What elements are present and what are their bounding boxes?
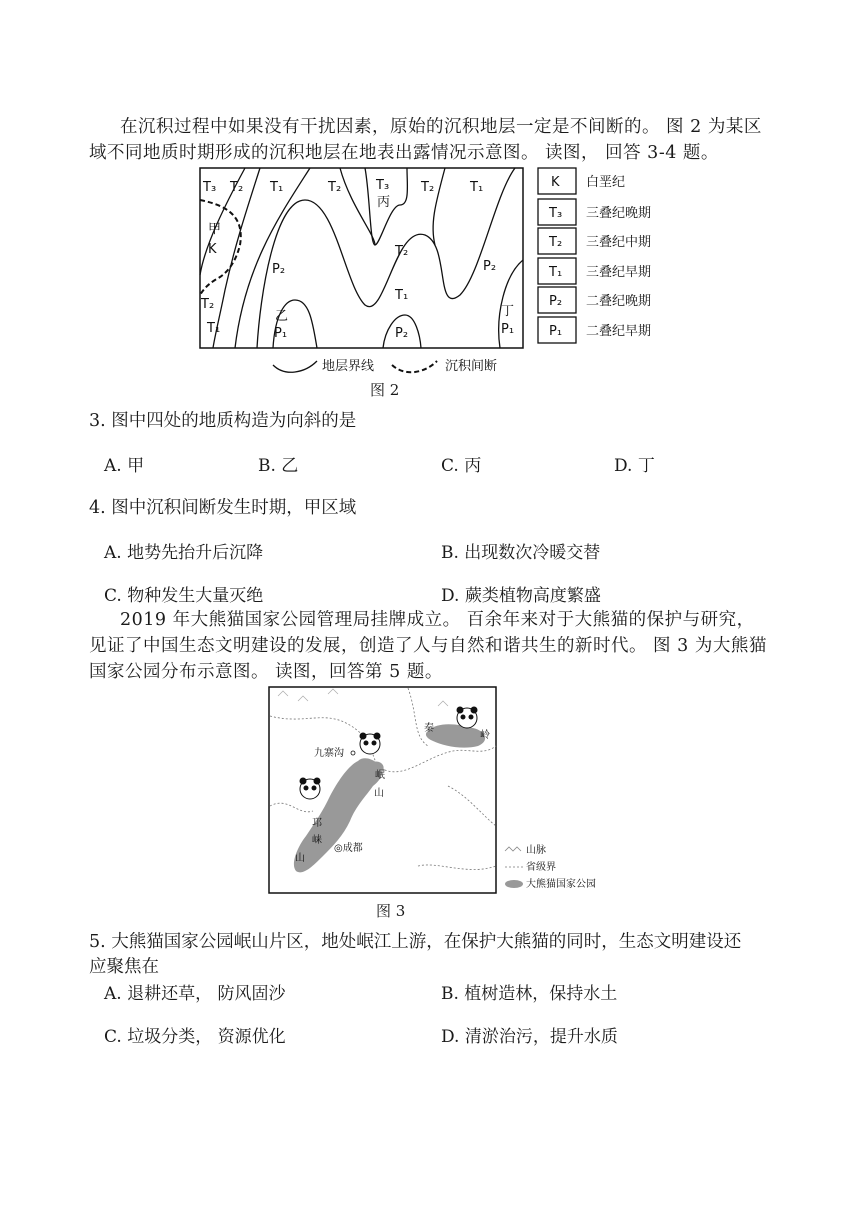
q5-option-a[interactable]: A. 退耕还草， 防风固沙 xyxy=(104,984,286,1004)
figure-3-caption: 图 3 xyxy=(376,902,406,920)
figure-3-panda-park-map xyxy=(268,686,608,898)
legend-code-3: T₁ xyxy=(549,265,563,280)
legend-code-0: K xyxy=(551,175,560,190)
label-p2-bottom: P₂ xyxy=(395,326,409,341)
figure-2-geologic-map xyxy=(195,165,675,375)
label-p2-left: P₂ xyxy=(272,262,286,277)
q4-option-d[interactable]: D. 蕨类植物高度繁盛 xyxy=(441,586,601,606)
label-t2-mid: T₂ xyxy=(328,180,342,195)
label-yi: 乙 xyxy=(275,309,289,324)
question-5-stem-line-2: 应聚焦在 xyxy=(89,957,159,977)
intro-line-1: 在沉积过程中如果没有干扰因素，原始的沉积地层一定是不间断的。 图 2 为某区 xyxy=(120,117,762,137)
label-k: K xyxy=(208,242,217,257)
intro2-line-3: 国家公园分布示意图。 读图，回答第 5 题。 xyxy=(89,662,443,682)
legend-code-2: T₂ xyxy=(549,235,563,250)
question-5-stem-line-1: 5. 大熊猫国家公园岷山片区，地处岷江上游，在保护大熊猫的同时，生态文明建设还 xyxy=(89,932,742,952)
label-t3-left: T₃ xyxy=(203,180,217,195)
legend-name-2: 三叠纪中期 xyxy=(586,235,652,250)
legend-code-4: P₂ xyxy=(549,294,563,309)
legend-panda-park: 大熊猫国家公园 xyxy=(526,879,596,890)
q5-option-b[interactable]: B. 植树造林，保持水土 xyxy=(441,984,618,1004)
label-bing: 丙 xyxy=(377,195,391,210)
map-label-min: 岷 xyxy=(375,770,385,781)
label-t2-bottom-left: T₂ xyxy=(201,297,215,312)
map-label-chengdu: ◎成都 xyxy=(334,843,363,854)
q3-option-a[interactable]: A. 甲 xyxy=(104,456,145,476)
legend-name-5: 二叠纪早期 xyxy=(586,324,652,339)
legend-gap-line: 沉积间断 xyxy=(445,359,498,374)
q4-option-a[interactable]: A. 地势先抬升后沉降 xyxy=(104,543,264,563)
map-label-shan2: 山 xyxy=(295,853,305,864)
legend-name-0: 白垩纪 xyxy=(586,175,626,190)
intro2-line-2: 见证了中国生态文明建设的发展，创造了人与自然和谐共生的新时代。 图 3 为大熊猫 xyxy=(89,636,767,656)
map-label-lai: 崃 xyxy=(312,835,322,846)
intro-line-2: 域不同地质时期形成的沉积地层在地表出露情况示意图。 读图， 回答 3-4 题。 xyxy=(89,143,719,163)
label-p2-right: P₂ xyxy=(483,259,497,274)
q3-option-c[interactable]: C. 丙 xyxy=(441,456,482,476)
legend-boundary-line: 地层界线 xyxy=(322,359,375,374)
q4-option-b[interactable]: B. 出现数次冷暖交替 xyxy=(441,543,601,563)
label-t1-left: T₁ xyxy=(270,180,284,195)
legend-name-1: 三叠纪晚期 xyxy=(586,206,652,221)
label-t1-right: T₁ xyxy=(470,180,484,195)
map-label-ling: 岭 xyxy=(480,730,490,741)
legend-code-5: P₁ xyxy=(549,324,563,339)
label-jia: 甲 xyxy=(208,222,222,237)
q3-option-d[interactable]: D. 丁 xyxy=(614,456,655,476)
legend-name-3: 三叠纪早期 xyxy=(586,265,652,280)
panda-icon xyxy=(300,778,321,800)
question-4-stem: 4. 图中沉积间断发生时期，甲区域 xyxy=(89,498,357,518)
label-t2-right: T₂ xyxy=(421,180,435,195)
label-p1-left: P₁ xyxy=(274,326,288,341)
q5-option-c[interactable]: C. 垃圾分类， 资源优化 xyxy=(104,1027,286,1047)
figure-2-legend xyxy=(538,168,651,343)
map-label-jiuzhaigou: 九寨沟 xyxy=(314,748,344,759)
label-p1-right: P₁ xyxy=(501,322,515,337)
label-ding: 丁 xyxy=(501,304,515,319)
panda-icon xyxy=(360,733,381,755)
intro2-line-1: 2019 年大熊猫国家公园管理局挂牌成立。 百余年来对于大熊猫的保护与研究， xyxy=(120,610,755,630)
label-t3-mid: T₃ xyxy=(376,178,390,193)
figure-3-legend xyxy=(505,843,596,890)
legend-code-1: T₃ xyxy=(549,206,563,221)
q5-option-d[interactable]: D. 清淤治污，提升水质 xyxy=(441,1027,618,1047)
question-3-stem: 3. 图中四处的地质构造为向斜的是 xyxy=(89,411,357,431)
label-t2-center: T₂ xyxy=(395,244,409,259)
figure-2-caption: 图 2 xyxy=(370,381,400,399)
map-label-shan: 山 xyxy=(374,788,384,799)
q3-option-b[interactable]: B. 乙 xyxy=(258,456,299,476)
legend-mountain: 山脉 xyxy=(526,845,546,856)
legend-province-boundary: 省级界 xyxy=(526,862,556,873)
label-t1-center: T₁ xyxy=(395,288,409,303)
map-label-qin: 秦 xyxy=(424,723,434,734)
label-t1-bottom-left: T₁ xyxy=(207,321,221,336)
label-t2-left: T₂ xyxy=(230,180,244,195)
legend-name-4: 二叠纪晚期 xyxy=(586,294,652,309)
map-label-qiong: 邛 xyxy=(312,818,322,829)
q4-option-c[interactable]: C. 物种发生大量灭绝 xyxy=(104,586,264,606)
panda-icon xyxy=(457,707,478,729)
